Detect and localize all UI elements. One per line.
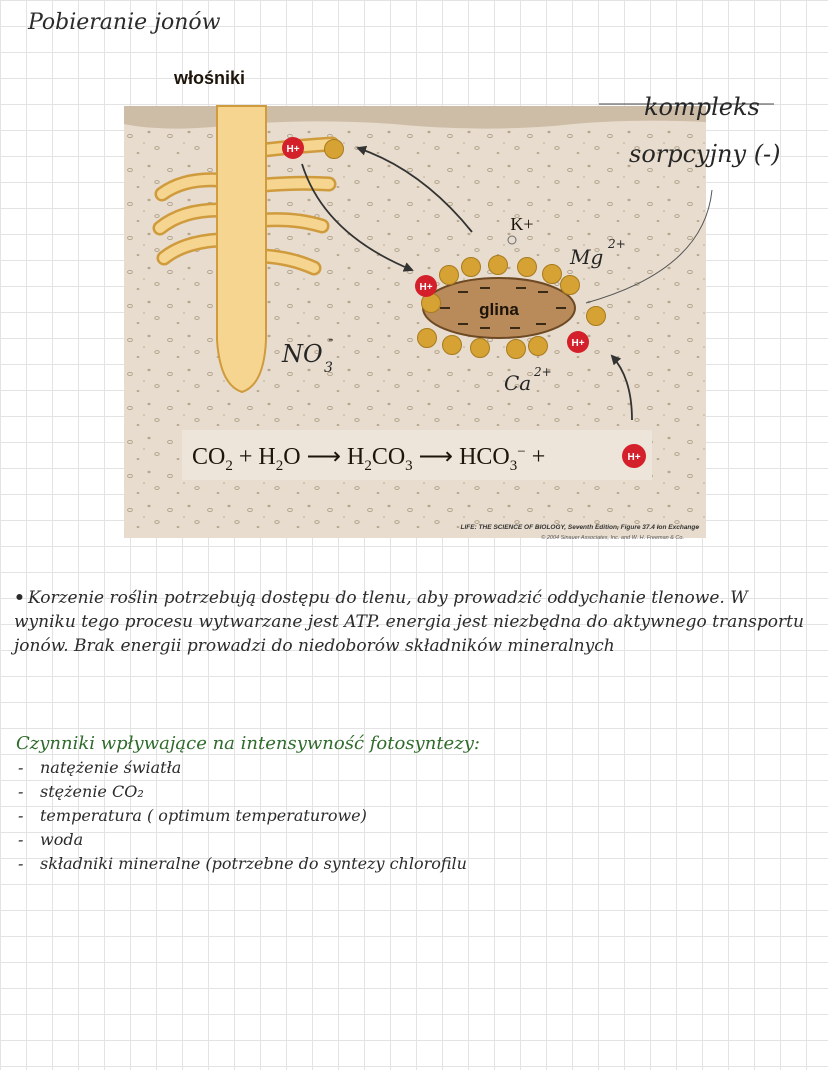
list-item: - woda [18,830,84,849]
list-item: - temperatura ( optimum temperaturowe) [18,806,367,825]
clay-label: glina [479,300,519,319]
svg-text:H+: H+ [627,452,641,463]
svg-text:Ca: Ca [504,371,532,395]
factors-heading: Czynniki wpływające na intensywność fotosyntezy: [16,733,480,754]
photosynthesis-factors [16,733,816,876]
list-item: - stężenie CO₂ [18,782,144,801]
svg-text:K+: K+ [510,214,534,234]
h-ion-on-root-hair [282,137,304,159]
list-item: - natężenie światła [18,758,182,777]
notes-paragraph [14,586,814,658]
h-ion-clay-right [567,331,589,353]
bullet: • [14,588,25,608]
h-ion-equation [622,444,646,468]
page-title: Pobieranie jonów [28,10,221,35]
paragraph-text: Korzenie roślin potrzebują dostępu do tlenu, aby prowadzić oddychanie tlenowe. W wyniku tego procesu wytwarzane jest ATP. energia jest niezbędna do aktywnego transportu jonów. Brak energii prowadzi do niedoborów składników mineralnych [14,588,804,656]
sorption-complex-label-2: sorpcyjny (-) [629,140,781,168]
svg-text:2+: 2+ [608,237,626,251]
ion-exchange-diagram [124,60,824,560]
h-ion-clay-left [415,275,437,297]
svg-text:H+: H+ [419,282,433,293]
carbonic-acid-equation: $CO_2 + H_2O$ ⟶ $H_2CO_3$ ⟶ $HCO_3^-$ + [192,444,546,474]
root-hairs-label: włośniki [174,68,246,88]
ion-exchange-figure [124,60,824,560]
svg-text:H+: H+ [571,338,585,349]
cation-on-root-hair [325,140,344,159]
svg-text:H+: H+ [286,144,300,155]
factor-list [16,756,816,876]
svg-text:-: - [328,329,334,348]
root [217,106,266,392]
figure-credit-line-2: © 2004 Sinauer Associates, Inc. and W. H. Freeman & Co. [541,535,684,541]
svg-text:3: 3 [324,360,333,376]
svg-text:Mg: Mg [570,245,604,269]
svg-text:NO: NO [282,340,323,368]
svg-text:2+: 2+ [534,365,552,379]
list-item: - składniki mineralne (potrzebne do syntezy chlorofilu [18,854,467,873]
sorption-complex-label-1: kompleks [644,93,760,121]
figure-credit-line-1: LIFE: THE SCIENCE OF BIOLOGY, Seventh Edition, Figure 37.4 Ion Exchange [460,524,699,531]
clay-particle [423,278,575,338]
